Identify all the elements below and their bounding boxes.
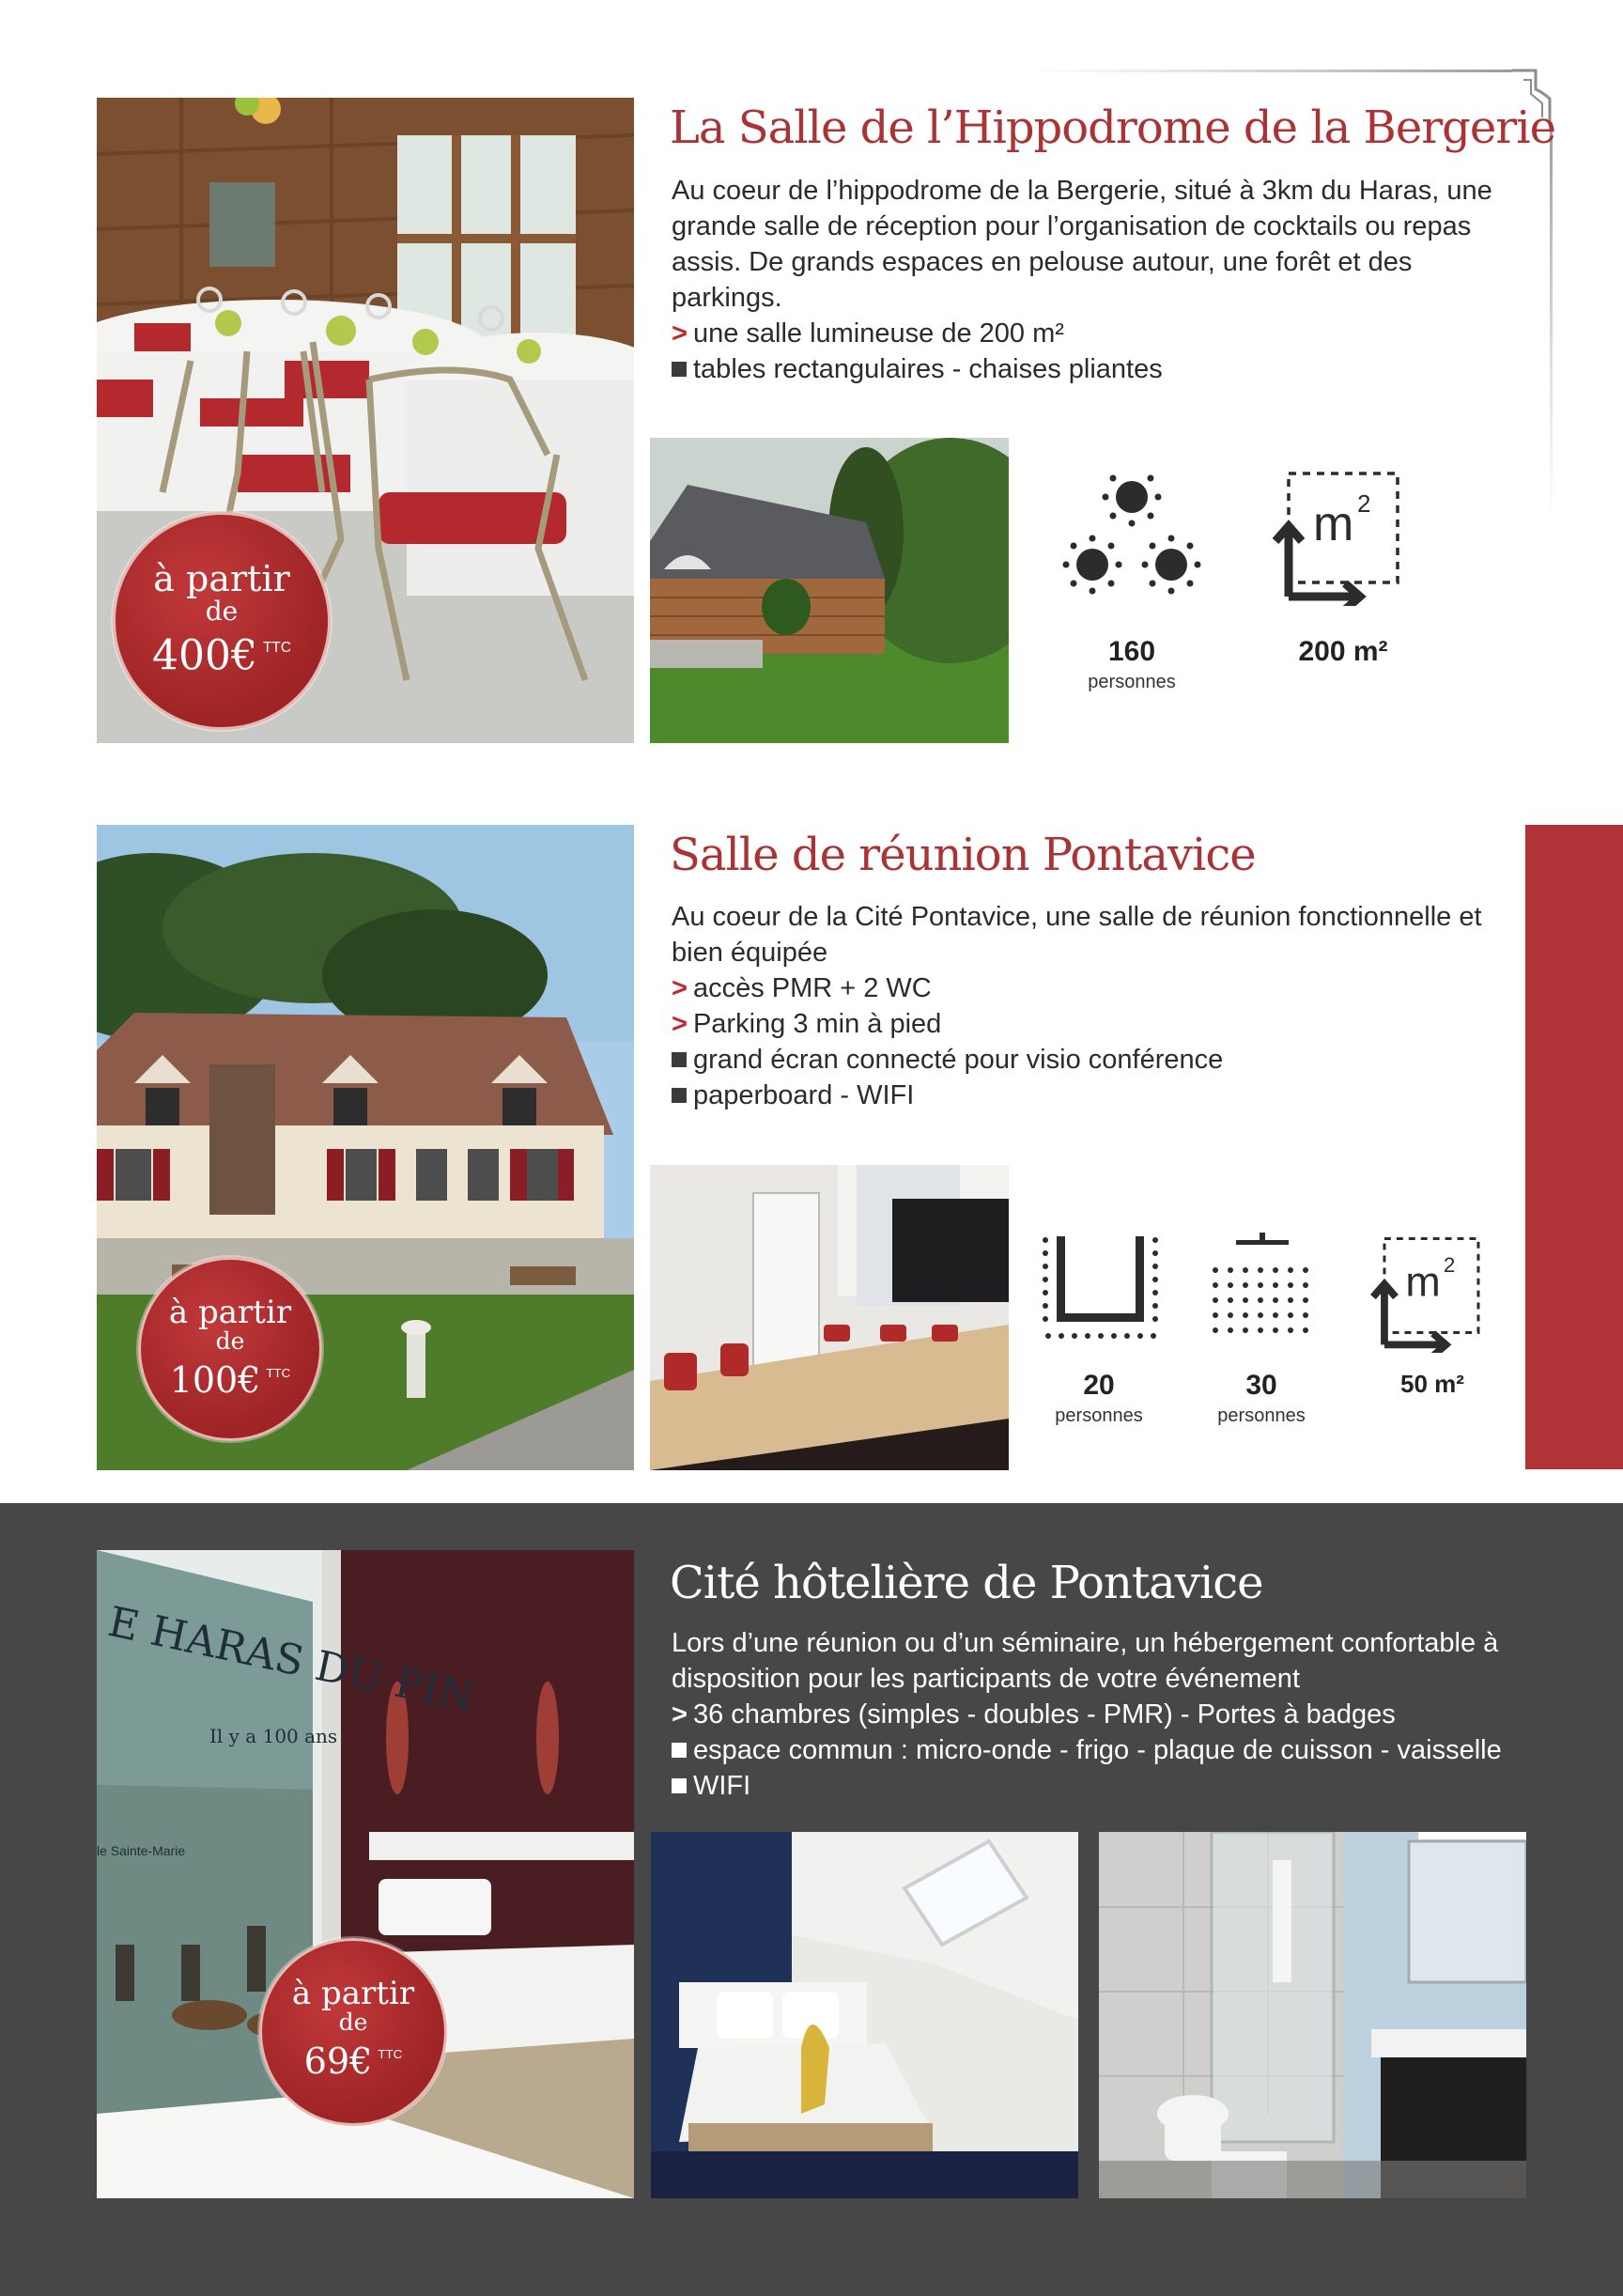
badge-from-label: à partir [291,1975,415,2012]
red-accent-bar [1525,825,1623,1469]
theatre-capacity-unit: personnes [1217,1405,1306,1426]
feature-item: WIFI [672,1768,1536,1804]
u-shape-capacity-value: 20 [1083,1370,1115,1401]
description-text: Au coeur de l’hippodrome de la Bergerie, situé à 3km du Haras, une grande salle de réception pour l’organisation de cocktails ou repas assis. De grands espaces en pelouse autour, une forêt et des parkings. [672,176,1492,313]
square-bullet-icon [672,362,687,377]
section-title: Cité hôtelière de Pontavice [670,1557,1263,1609]
badge-price: 400€ [152,631,258,680]
svg-text:Il y a 100 ans: Il y a 100 ans [209,1725,338,1747]
price-badge [259,1938,447,2126]
description-text: Lors d’une réunion ou d’un séminaire, un hébergement confortable à disposition pour les participants de votre événement [672,1628,1499,1694]
section-description [672,173,1517,387]
hippodrome-building-photo [650,438,1009,743]
square-bullet-icon [672,1052,687,1067]
section-description [672,899,1517,1113]
meeting-room-photo [650,1165,1009,1470]
square-bullet-icon [672,1743,687,1758]
u-shape-capacity-unit: personnes [1055,1405,1143,1426]
area-value: 200 m² [1298,636,1388,667]
svg-text:E HARAS DU PIN: E HARAS DU PIN [103,1597,479,1723]
surface-area-icon [1367,1235,1484,1353]
description-text: Au coeur de la Cité Pontavice, une salle de réunion fonctionnelle et bien équipée [672,902,1482,968]
section-hotel [0,1503,1623,2296]
badge-from-label: à partir [168,1294,292,1331]
badge-de-label: de [205,596,239,627]
attic-bedroom-photo [651,1832,1078,2198]
price-badge [113,512,331,730]
feature-item: > Parking 3 min à pied [672,1009,942,1039]
u-shape-layout-icon [1041,1233,1161,1343]
badge-de-label: de [215,1327,245,1355]
feature-item: tables rectangulaires - chaises pliantes [672,351,1517,387]
bathroom-photo [1099,1832,1526,2198]
section-title: Salle de réunion Pontavice [670,829,1256,881]
capacity-value: 160 [1107,636,1156,667]
square-bullet-icon [672,1778,687,1793]
badge-de-label: de [338,2009,368,2036]
feature-item: grand écran connecté pour visio conférence [672,1042,1517,1078]
area-value: 50 m² [1400,1370,1464,1398]
badge-ttc: TTC [263,640,291,656]
capacity-unit: personnes [1088,672,1176,692]
feature-item: paperboard - WIFI [672,1078,1517,1113]
badge-ttc: TTC [266,1366,291,1380]
svg-text:m: m [1405,1258,1441,1306]
m2-symbol: m [1313,497,1354,551]
price-badge [138,1257,322,1441]
arrow-bullet-icon: > [672,973,688,1003]
surface-area-icon [1268,470,1404,606]
square-bullet-icon [672,1088,687,1103]
badge-price: 69€ [303,2040,373,2082]
theatre-capacity-value: 30 [1245,1370,1277,1401]
feature-item: > accès PMR + 2 WC [672,973,932,1003]
theatre-layout-icon [1210,1233,1315,1343]
badge-from-label: à partir [153,558,290,599]
section-title: La Salle de l’Hippodrome de la Bergerie [670,101,1556,154]
svg-text:2: 2 [1443,1252,1456,1277]
banquet-layout-icon [1061,467,1202,598]
arrow-bullet-icon: > [672,318,688,349]
arrow-bullet-icon: > [672,1699,688,1730]
badge-ttc: TTC [378,2047,403,2061]
feature-item: > 36 chambres (simples - doubles - PMR) - Portes à badges [672,1699,1396,1730]
badge-price: 100€ [169,1358,261,1401]
svg-text:2: 2 [1357,489,1371,518]
feature-item: espace commun : micro-onde - frigo - plaque de cuisson - vaisselle [672,1732,1536,1768]
arrow-bullet-icon: > [672,1009,688,1039]
feature-item: > une salle lumineuse de 200 m² [672,318,1064,349]
svg-text:le Sainte-Marie: le Sainte-Marie [97,1843,186,1858]
section-description [672,1625,1536,1804]
